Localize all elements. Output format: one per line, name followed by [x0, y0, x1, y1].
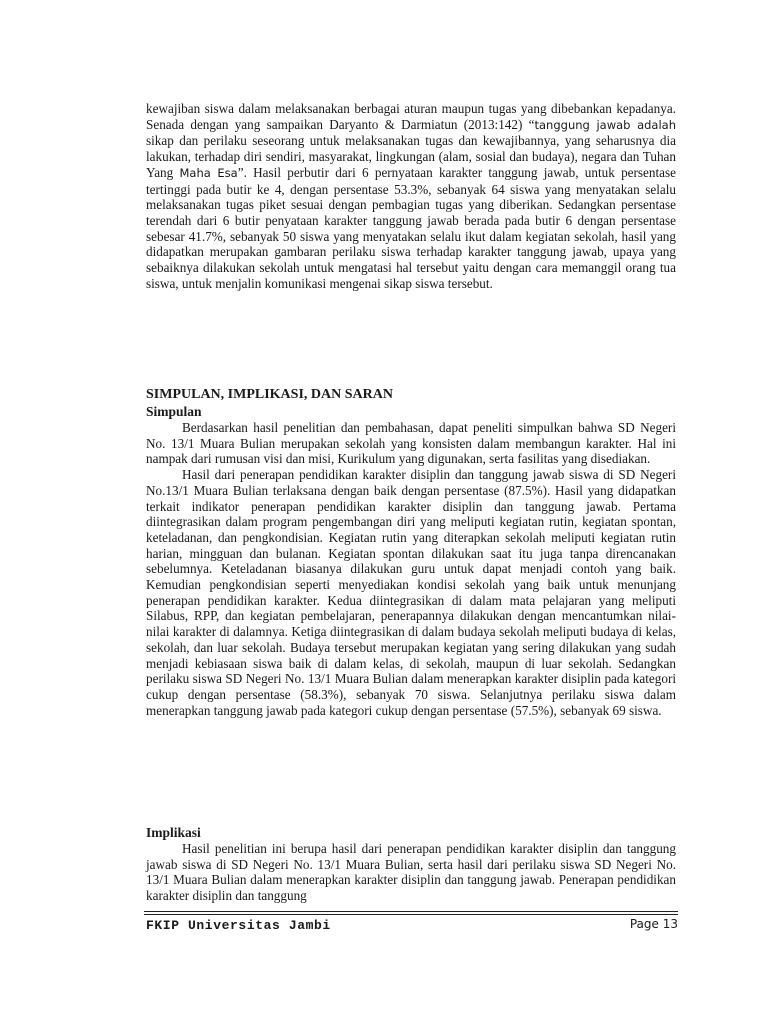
footer-page-number: Page 13 [629, 917, 678, 931]
para-text: ”. Hasil perbutir dari 6 pernyataan karakter tanggung jawab, untuk persentase tertinggi pada butir ke 4, dengan persentase 53.3%, sebanyak 64 siswa yang menyatakan selalu melaksanakan tugas piket sesuai dengan pembagian tugas yang diberikan. Sedangkan persentase terendah dari 6 butir penyataan karakter tanggung jawab berada pada butir 6 dengan persentase sebesar 41.7%, sebanyak 50 siswa yang menyatakan selalu ikut dalam kegiatan sekolah, hasil yang didapatkan merupakan gambaran perilaku siswa terhadap karakter tanggung jawab, upaya yang sebaiknya dilakukan sekolah untuk mengatasi hal tersebut yaitu dengan cara memanggil orang tua siswa, untuk menjalin komunikasi mengenai sikap siswa tersebut. [146, 164, 676, 291]
paragraph-continuation [146, 101, 676, 291]
implikasi-paragraph-1: Hasil penelitian ini berupa hasil dari penerapan pendidikan karakter disiplin dan tanggung jawab siswa di SD Negeri No. 13/1 Muara Bulian, serta hasil dari perilaku siswa SD Negeri No. 13/1 Muara Bulian dalam menerapkan karakter disiplin dan tanggung jawab. Penerapan pendidikan karakter disiplin dan tanggung [146, 841, 676, 904]
quoted-phrase: Maha Esa [179, 165, 238, 180]
simpulan-paragraph-1: Berdasarkan hasil penelitian dan pembahasan, dapat peneliti simpulkan bahwa SD Negeri No. 13/1 Muara Bulian merupakan sekolah yang konsisten dalam membangun karakter. Hal ini nampak dari rumusan visi dan misi, Kurikulum yang digunakan, serta fasilitas yang disediakan. [146, 420, 676, 467]
footer-institution: FKIP Universitas Jambi [146, 918, 331, 933]
para-text: sikap dan perilaku seseorang untuk melaksanakan tugas dan kewajibannya, yang seharusnya dia lakukan, terhadap diri sendiri, masyarakat, lingkungan (alam, sosial dan budaya), negara dan Tuhan Yang [146, 133, 676, 180]
implikasi-body [146, 841, 676, 904]
para-text: kewajiban siswa dalam melaksanakan berbagai aturan maupun tugas yang dibebankan kepadanya. Senada dengan yang sampaikan Daryanto & Darmiatun (2013:142) “ [146, 101, 676, 132]
quoted-phrase: tanggung jawab adalah [534, 117, 676, 132]
section-heading: SIMPULAN, IMPLIKASI, DAN SARAN [146, 387, 393, 402]
simpulan-paragraph-2: Hasil dari penerapan pendidikan karakter disiplin dan tanggung jawab siswa di SD Negeri No.13/1 Muara Bulian terlaksana dengan baik dengan persentase (87.5%). Hasil yang didapatkan terkait indikator penerapan pendidikan karakter disiplin dan tanggung jawab. Pertama diintegrasikan dalam program pengembangan diri yang meliputi kegiatan rutin, kegiatan spontan, keteladanan, dan pengkondisian. Kegiatan rutin yang diterapkan sekolah meliputi kegiatan rutin harian, mingguan dan bulanan. Kegiatan spontan dilakukan saat itu juga tanpa direncanakan sebelumnya. Keteladanan biasanya dilakukan guru untuk dapat menjadi contoh yang baik. Kemudian pengkondisian seperti menyediakan kondisi sekolah yang baik untuk menunjang penerapan pendidikan karakter. Kedua diintegrasikan di dalam mata pelajaran yang meliputi Silabus, RPP, dan kegiatan pembelajaran, penerapannya dilakukan dengan mencantumkan nilai-nilai karakter di dalamnya. Ketiga diintegrasikan di dalam budaya sekolah meliputi budaya di kelas, sekolah, dan luar sekolah. Budaya tersebut merupakan kegiatan yang sering dilakukan yang sudah menjadi kebiasaan siswa baik di dalam kelas, di sekolah, maupun di luar sekolah. Sedangkan perilaku siswa SD Negeri No. 13/1 Muara Bulian dalam menerapkan karakter disiplin pada kategori cukup dengan persentase (58.3%), sebanyak 70 siswa. Selanjutnya perilaku siswa dalam menerapkan tanggung jawab pada kategori cukup dengan persentase (57.5%), sebanyak 69 siswa. [146, 467, 676, 718]
subheading-implikasi: Implikasi [146, 825, 201, 840]
simpulan-body [146, 420, 676, 718]
footer-rule [144, 911, 678, 915]
subheading-simpulan: Simpulan [146, 404, 202, 419]
